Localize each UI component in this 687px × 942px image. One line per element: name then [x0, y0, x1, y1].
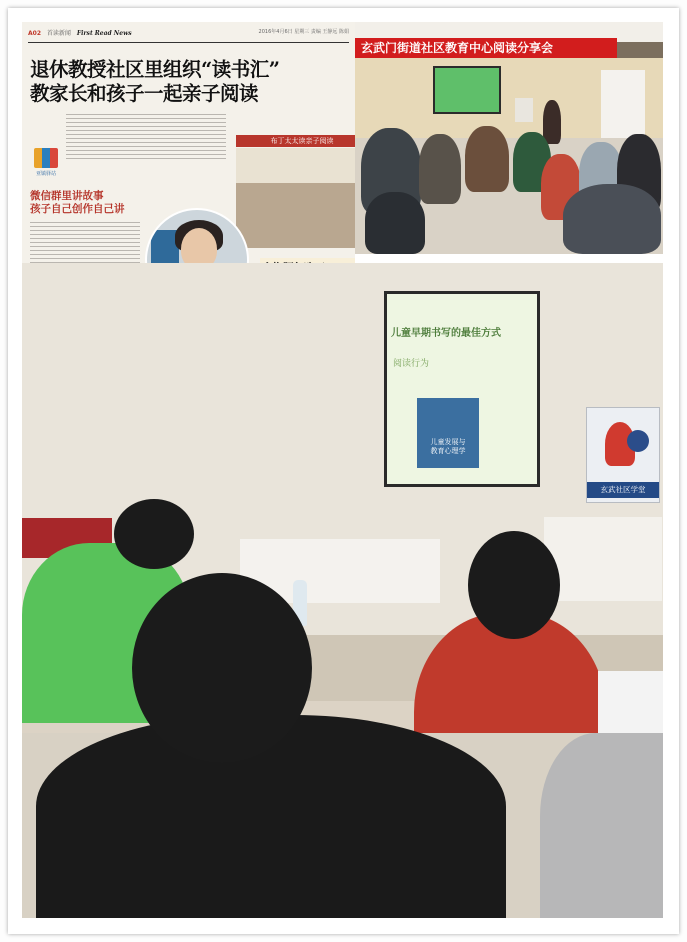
book-logo-icon [34, 148, 58, 168]
logo-text: 亚镇驿站 [35, 171, 56, 177]
headline-line-2: 教家长和孩子一起亲子阅读 [30, 82, 259, 105]
headline-line-1: 退休教授社区里组织“读书汇” [30, 58, 280, 81]
speaker-figure [543, 100, 561, 144]
audience-figure [465, 126, 509, 192]
newspaper-masthead [28, 28, 349, 40]
audience-figure [563, 184, 661, 254]
lead-paragraph [66, 114, 226, 160]
book-cover-on-slide [417, 398, 479, 468]
book-title-line-2: 教育心理学 [430, 447, 466, 455]
attendee-head-front [132, 573, 312, 763]
masthead-rule [28, 42, 349, 43]
subhead-wechat-line-1: 微信群里讲故事 [30, 190, 104, 202]
reading-event-inset-photo [236, 148, 355, 248]
audience-figure [419, 134, 461, 204]
book-title-line-1: 儿童发展与 [430, 438, 466, 446]
event-banner: 玄武门街道社区教育中心阅读分享会 [355, 38, 617, 58]
section-label: 首读新闻 [46, 30, 71, 37]
doorway [601, 70, 645, 142]
attendee-head [114, 499, 194, 569]
headline [30, 58, 350, 106]
audience-figure [365, 192, 425, 254]
wall-poster [515, 98, 533, 122]
subhead-wechat [30, 190, 125, 216]
page-label: A02 [28, 30, 41, 37]
slide-subtitle: 阅读行为 [393, 359, 430, 369]
projection-screen [433, 66, 501, 114]
lecture-hall-photo [22, 263, 663, 918]
subhead-wechat-line-2: 孩子自己创作自己讲 [30, 203, 125, 215]
attendee-head-ponytail [468, 531, 560, 639]
column-logo [32, 148, 60, 188]
sign-label: 玄武社区学堂 [587, 482, 659, 498]
section-label-en: First Read News [76, 30, 132, 37]
slide-title: 儿童早期书写的最佳方式 [391, 328, 501, 339]
whiteboard-stand [544, 517, 662, 601]
attendee-grey-coat [540, 733, 663, 918]
date-line: 2016年4月6日 星期三 责编 王静远 陈娟 [258, 29, 349, 35]
reading-sharing-event-photo [355, 22, 663, 254]
community-school-sign [586, 407, 660, 503]
photo-caption: 布丁太太读亲子阅读 [236, 135, 355, 147]
microphone-icon [627, 430, 649, 452]
lecture-slide-screen [384, 291, 540, 487]
